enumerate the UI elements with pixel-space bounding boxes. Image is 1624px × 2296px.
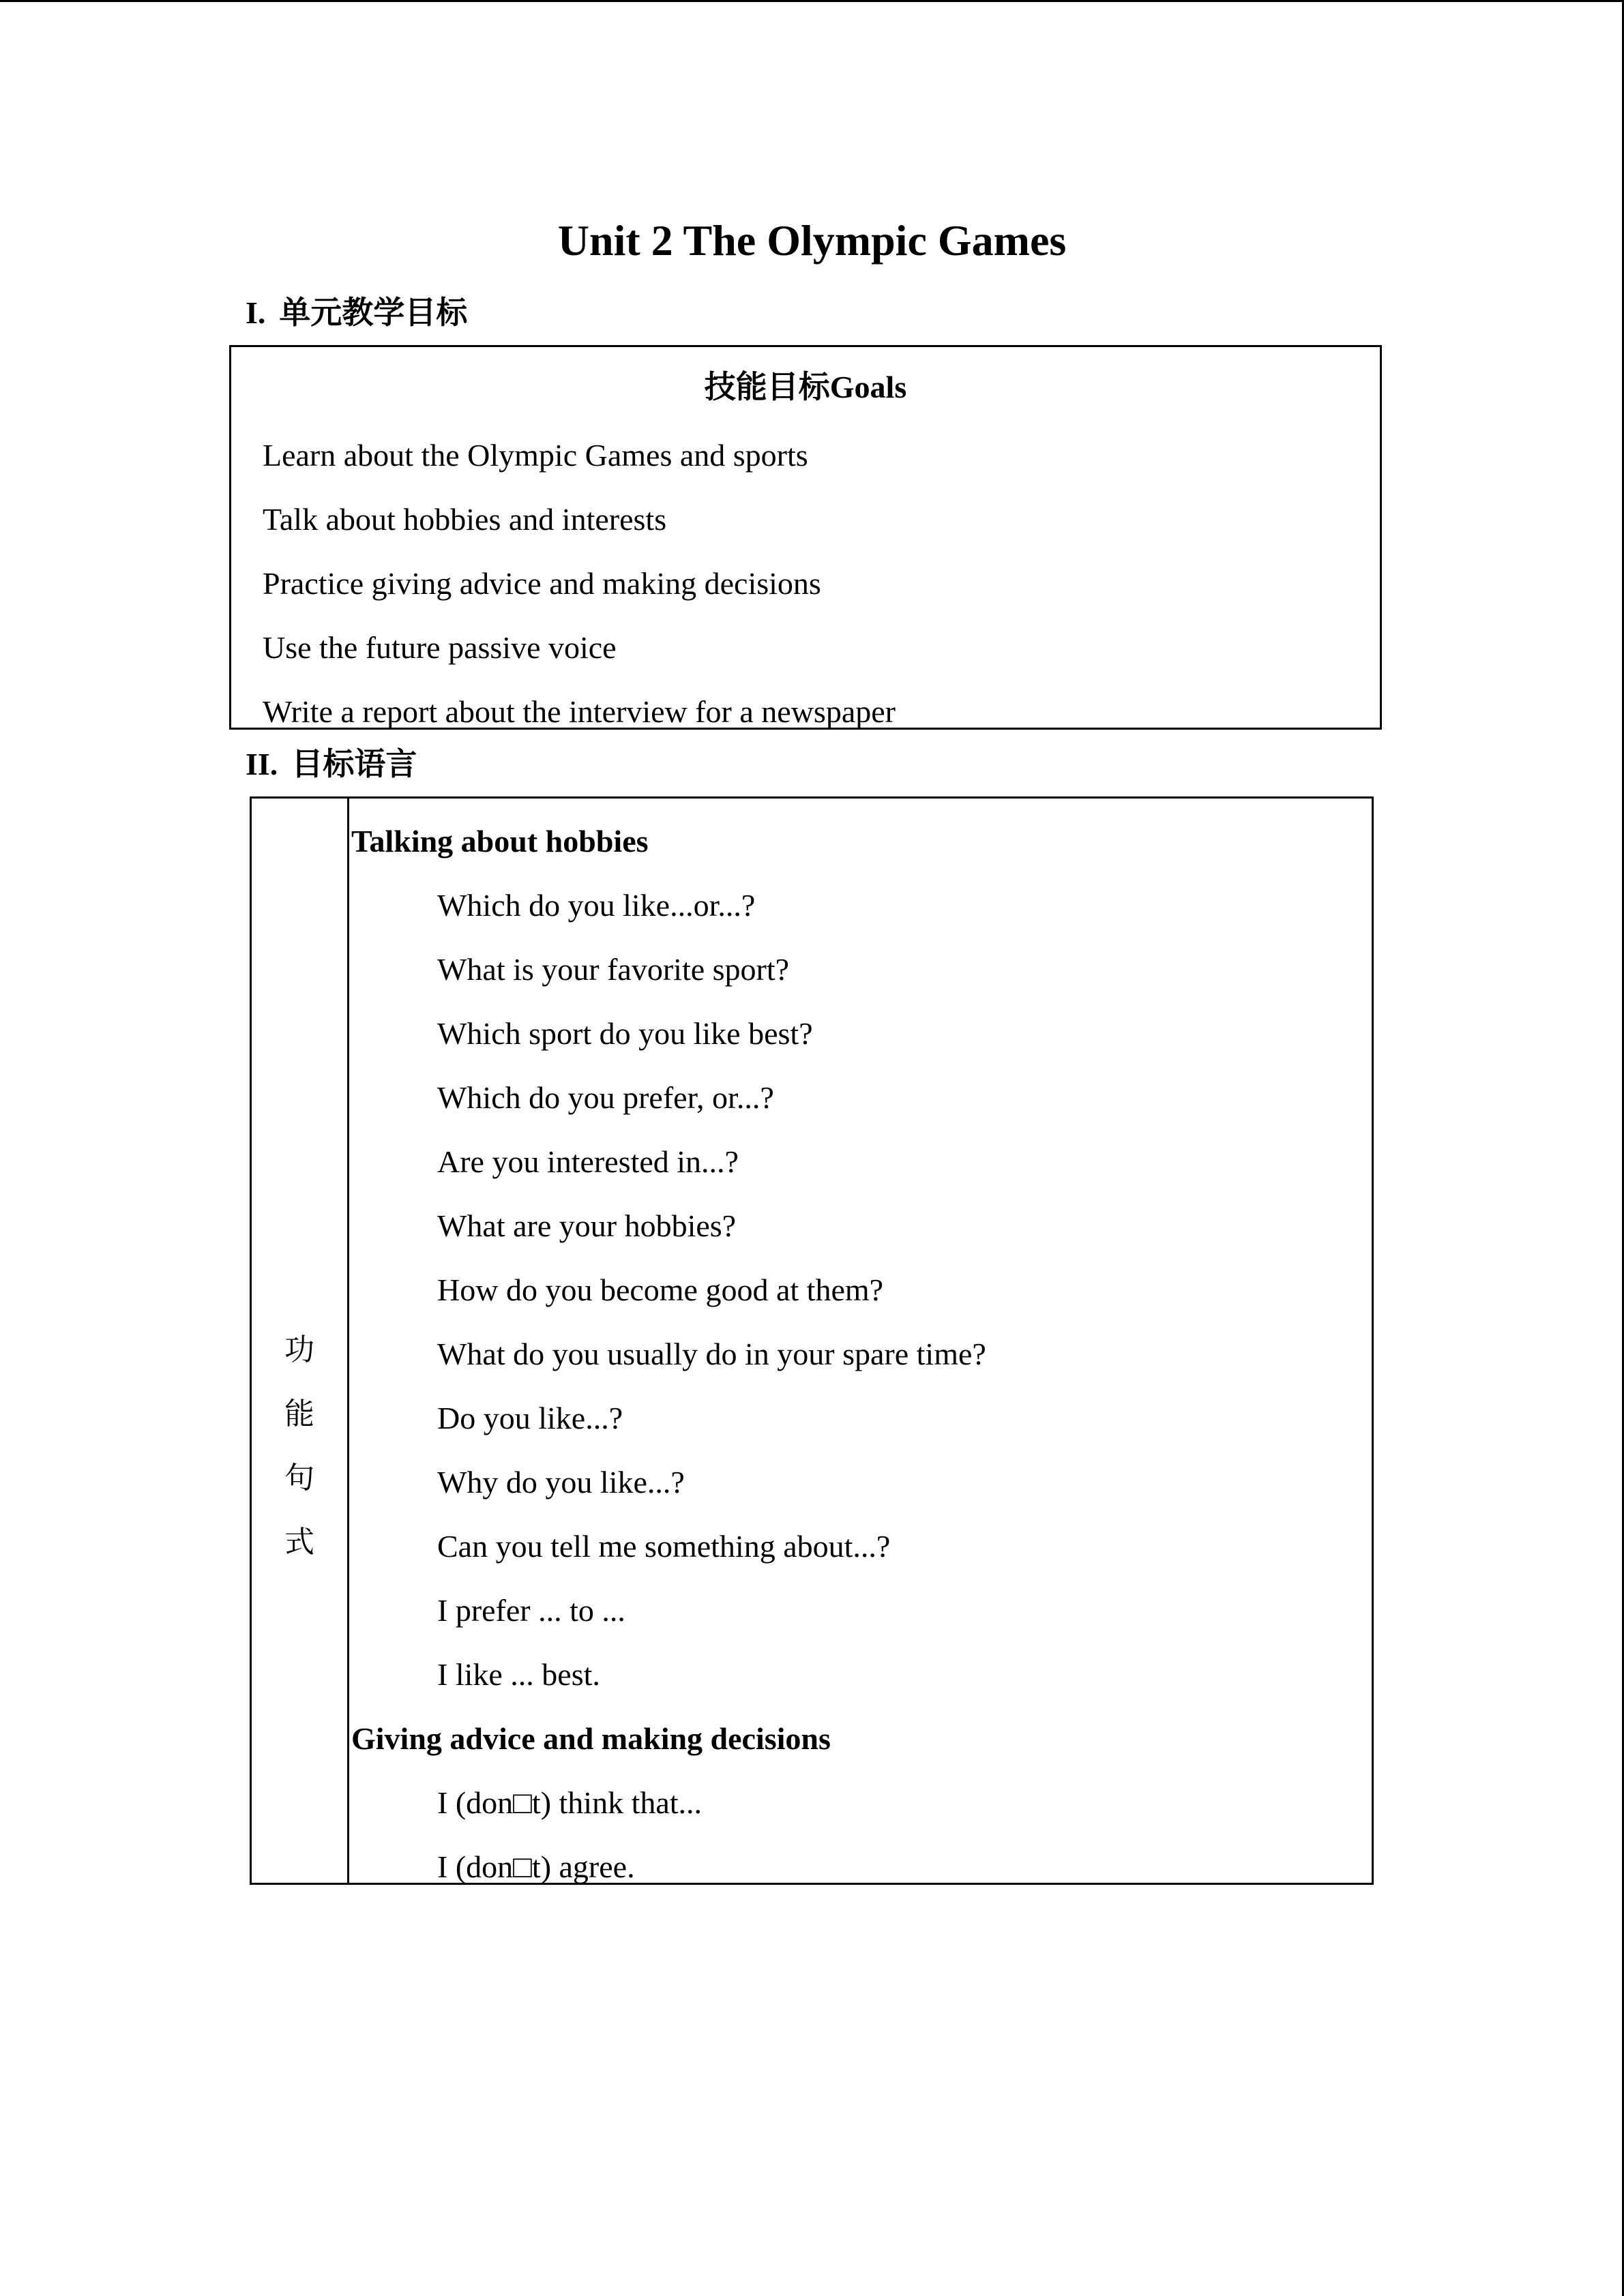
sentence-item: I (don□t) think that... [437, 1785, 703, 1820]
goals-header [231, 361, 1380, 413]
goal-item: Talk about hobbies and interests [263, 502, 667, 537]
group-heading: Talking about hobbies [351, 824, 649, 859]
sentence-item: What is your favorite sport? [437, 952, 790, 987]
sentence-item: Which do you like...or...? [437, 888, 756, 923]
hobbies-group [351, 809, 1372, 1707]
sentence-item: Which sport do you like best? [437, 1016, 813, 1051]
sentence-item: Are you interested in...? [437, 1144, 739, 1179]
section-two-heading [246, 743, 417, 785]
row-label-char: 句 [284, 1461, 314, 1495]
goals-header-en: Goals [829, 370, 907, 404]
goals-header-zh: 技能目标 [704, 368, 830, 405]
document-title: Unit 2 The Olympic Games [557, 216, 1067, 265]
sentence-item: How do you become good at them? [437, 1272, 884, 1307]
functional-sentences-label [252, 1318, 347, 1575]
goal-item: Use the future passive voice [263, 630, 617, 665]
sentence-list [351, 874, 1372, 1707]
section-one-title: 单元教学目标 [279, 294, 468, 331]
sentence-item: I prefer ... to ... [437, 1593, 625, 1628]
sentence-item: Why do you like...? [437, 1465, 685, 1500]
sentence-item: I (don□t) agree. [437, 1849, 635, 1884]
section-one-heading [246, 292, 467, 333]
section-two-number: II. [246, 747, 278, 781]
goal-item: Write a report about the interview for a newspaper [263, 694, 896, 729]
sentence-patterns-cell [351, 809, 1372, 1899]
group-heading: Giving advice and making decisions [351, 1721, 831, 1756]
goal-item: Practice giving advice and making decisions [263, 566, 821, 601]
section-two-title: 目标语言 [291, 745, 417, 782]
row-label-char: 能 [284, 1397, 314, 1431]
goal-item: Learn about the Olympic Games and sports [263, 438, 808, 473]
sentence-item: Do you like...? [437, 1401, 623, 1435]
row-label-cell [252, 799, 349, 1883]
advice-decisions-group [351, 1707, 1372, 1899]
sentence-item: Which do you prefer, or...? [437, 1080, 774, 1115]
sentence-item: Can you tell me something about...? [437, 1529, 891, 1564]
sentence-item: What are your hobbies? [437, 1208, 737, 1243]
sentence-item: What do you usually do in your spare time? [437, 1337, 986, 1371]
goals-list [263, 423, 896, 744]
page-top-border [0, 0, 1624, 2]
target-language-table [250, 796, 1374, 1885]
sentence-item: I like ... best. [437, 1657, 600, 1692]
row-label-char: 式 [284, 1525, 314, 1560]
sentence-list [351, 1771, 1372, 1899]
section-one-number: I. [246, 295, 266, 330]
skill-goals-box [229, 345, 1382, 730]
row-label-char: 功 [284, 1332, 314, 1367]
